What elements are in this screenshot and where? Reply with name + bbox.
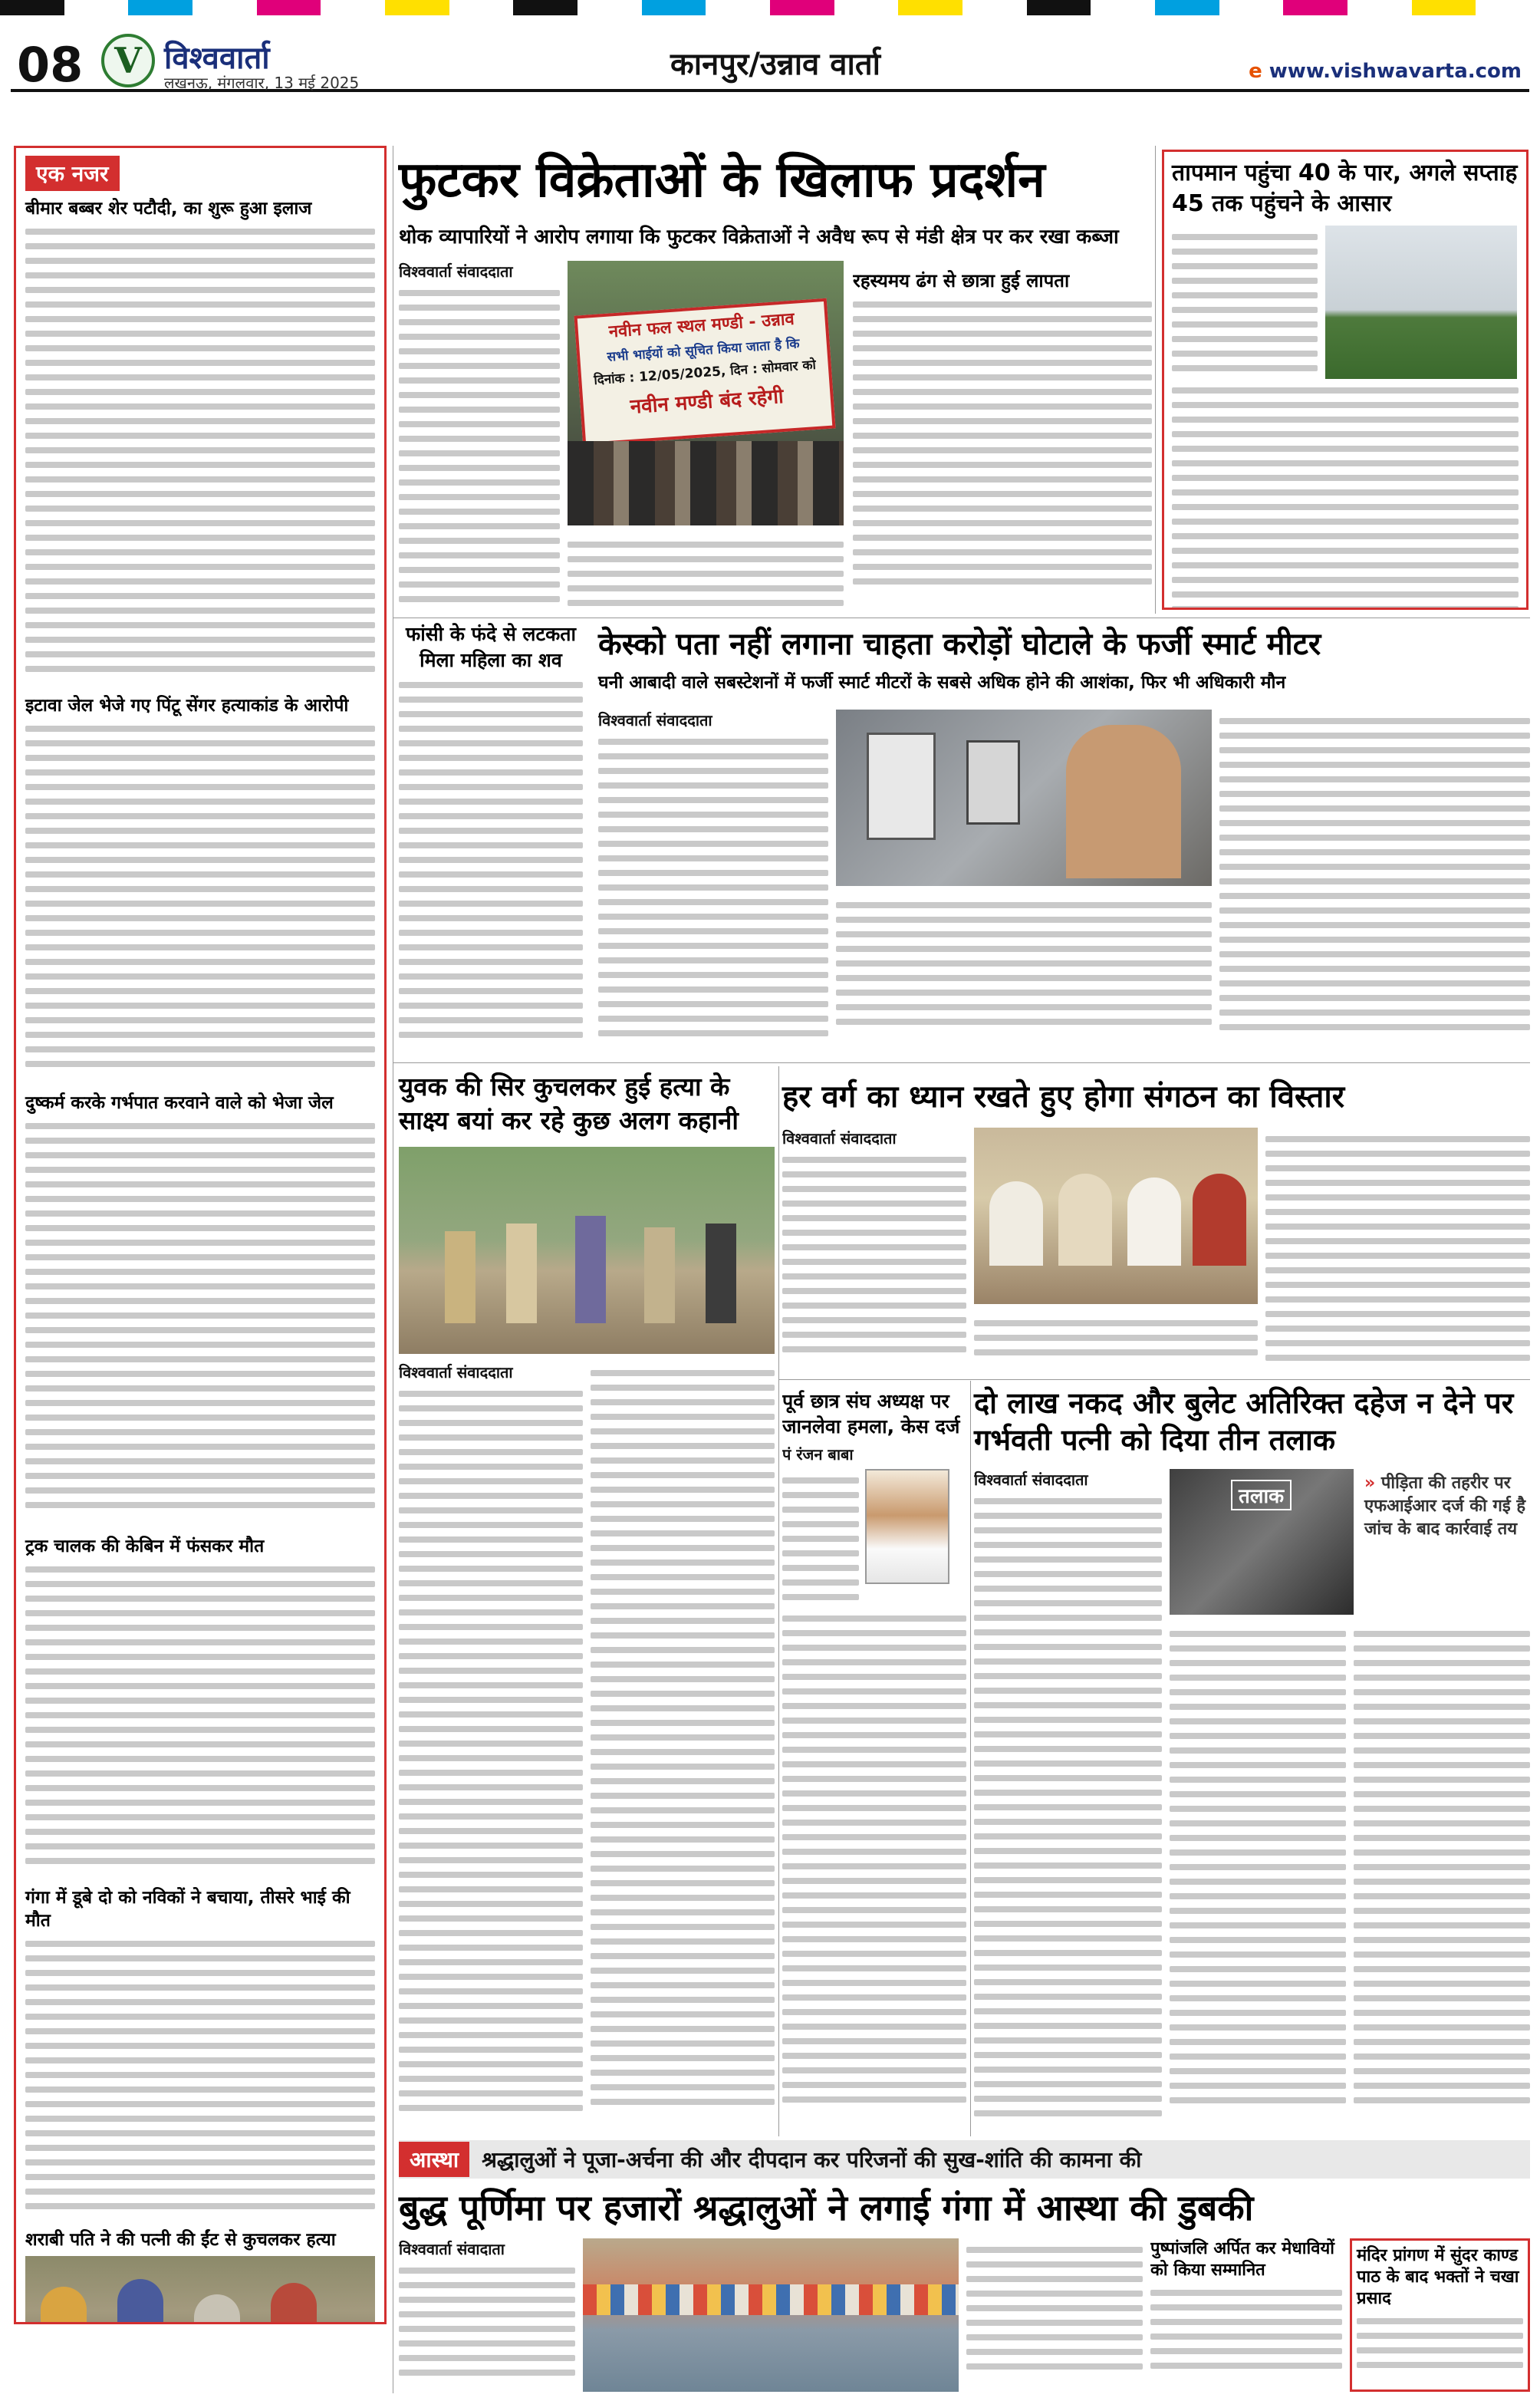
page-number: 08 [17,37,84,93]
banner-line-4: नवीन मण्डी बंद रहेगी [629,384,785,419]
honour-story [1150,2238,1342,2392]
dateline: लखनऊ, मंगलवार, 13 मई 2025 [164,74,360,92]
faith-headline: बुद्ध पूर्णिमा पर हजारों श्रद्धालुओं ने लगाई गंगा में आस्था की डुबकी [399,2187,1254,2228]
lead-byline: विश्ववार्ता संवाददाता [399,262,513,281]
kesco-headline: केस्को पता नहीं लगाना चाहता करोड़ों घोटाले के फर्जी स्मार्ट मीटर [598,627,1321,662]
sidebar-headline-6: शराबी पति ने की पत्नी की ईंट से कुचलकर हत्या [25,2230,336,2250]
masthead [11,31,1529,92]
banner-line-1: नवीन फल स्थल मण्डी - उन्नाव [608,309,795,342]
hanging-headline: फांसी के फंदे से लटकता मिला महिला का शव [405,623,577,671]
missing-headline: रहस्यमय ढंग से छात्रा हुई लापता [853,270,1070,291]
kesco-deck: घनी आबादी वाले सबस्टेशनों में फर्जी स्मार्ट मीटरों के सबसे अधिक होने की आशंका, फिर भी अधिकारी मौन [598,673,1286,693]
e-paper-icon: e [1249,60,1262,83]
banner-line-3: दिनांक : 12/05/2025, दिन : सोमवार को [593,357,817,389]
weather-photo [1325,226,1517,379]
lead-deck: थोक व्यापारियों ने आरोप लगाया कि फुटकर विक्रेताओं ने अवैध रूप से मंडी क्षेत्र पर कर रखा कब्जा [399,226,1119,249]
sidebar-headline-2: इटावा जेल भेजे गए पिंटू सेंगर हत्याकांड के आरोपी [25,696,349,716]
sidebar-text-1 [25,220,375,688]
sidebar-headline-4: ट्रक चालक की केबिन में फंसकर मौत [25,1536,265,1556]
row-rule [778,1379,1530,1380]
quote-icon: » [1364,1474,1376,1493]
brand-name: विश्ववार्ता [164,41,270,76]
faith-text-col-2 [966,2238,1143,2392]
org-text-col-1 [782,1128,966,1373]
dowry-text-col-1 [974,1469,1162,2129]
murder-byline: विश्ववार्ता संवाददाता [399,1363,513,1382]
sidebar-text-5 [25,1932,375,2224]
sidebar-text-2 [25,717,375,1085]
dowry-text-col-2 [1170,1622,1346,2129]
banner-line-2: सभी भाईयों को सूचित किया जाता है कि [606,336,801,365]
ganga-bath-photo [583,2238,959,2392]
dowry-text-col-3 [1354,1622,1530,2129]
faith-byline: विश्ववार्ता संवादाता [399,2240,505,2258]
protest-banner [574,298,835,446]
weather-headline: तापमान पहुंचा 40 के पार, अगले सप्ताह 45 तक पहुंचने के आसार [1172,160,1518,217]
kesco-text-col-2 [836,894,1212,1047]
murder-headline: युवक की सिर कुचलकर हुई हत्या के साक्ष्य बयां कर रहे कुछ अलग कहानी [399,1072,739,1135]
sidebar-headline-3: दुष्कर्म करके गर्भपात करवाने वाले को भेजा जेल [25,1093,334,1113]
temple-story [1350,2238,1530,2392]
faith-text-col-1 [399,2238,575,2392]
lead-headline: फुटकर विक्रेताओं के खिलाफ प्रदर्शन [399,152,1045,209]
sidebar-ek-nazar [14,146,387,2324]
talaq-photo [1170,1469,1354,1615]
student-leader-photo [865,1469,949,1584]
pull-quote-text: पीड़िता की तहरीर पर एफआईआर दर्ज की गई है जांच के बाद कार्रवाई तय [1364,1474,1526,1539]
dowry-byline: विश्ववार्ता संवाददाता [974,1471,1088,1489]
murder-text-col-2 [591,1362,775,2129]
smart-meter-photo [836,710,1212,886]
honour-headline: पुष्पांजलि अर्पित कर मेधावियों को किया सम्मानित [1150,2239,1334,2280]
color-registration-bar [0,0,1540,15]
column-rule [970,1381,971,2136]
faith-strap: श्रद्धालुओं ने पूजा-अर्चना की और दीपदान कर परिजनों की सुख-शांति की कामना की [482,2147,1142,2172]
murder-text-col-1 [399,1362,583,2129]
student-attack-story [782,1388,966,2125]
student-headline: पूर्व छात्र संघ अध्यक्ष पर जानलेवा हमला, केस दर्ज [782,1390,960,1438]
temple-headline: मंदिर प्रांगण में सुंदर काण्ड पाठ के बाद भक्तों ने चखा प्रसाद [1357,2246,1519,2308]
meeting-photo [974,1128,1258,1304]
column-rule [1155,146,1156,614]
newspaper-logo: V [101,34,155,87]
sidebar-headline-5: गंगा में डूबे दो को नविकों ने बचाया, तीसरे भाई की मौत [25,1888,350,1931]
sidebar-text-3 [25,1115,375,1529]
sidebar-tag: एक नजर [25,156,120,191]
org-text-col-3 [1265,1128,1530,1373]
website-url: www.vishwavarta.com [1269,60,1522,83]
sidebar-headline-1: बीमार बब्बर शेर पटौदी, का शुरू हुआ इलाज [25,199,312,219]
org-byline: विश्ववार्ता संवाददाता [782,1129,897,1148]
row-rule [393,1062,1530,1063]
faith-strap-bar [399,2140,1530,2179]
website-link[interactable] [1249,60,1522,83]
murder-scene-photo [399,1147,775,1354]
dowry-headline: दो लाख नकद और बुलेट अतिरिक्त दहेज न देने पर गर्भवती पत्नी को दिया तीन तलाक [974,1386,1514,1457]
lead-text-below-photo [568,533,844,614]
weather-story [1162,150,1528,610]
talaq-label: तलाक [1231,1480,1292,1510]
dowry-pull-quote [1361,1469,1530,1615]
student-byline: पं रंजन बाबा [782,1445,854,1464]
org-text-col-2 [974,1312,1258,1373]
hanging-story [399,621,583,1051]
org-headline: हर वर्ग का ध्यान रखते हुए होगा संगठन का विस्तार [782,1079,1345,1115]
section-title: कानपुर/उन्नाव वार्ता [670,47,880,82]
faith-tag: आस्था [399,2142,469,2177]
sidebar-text-4 [25,1558,375,1880]
kesco-byline: विश्ववार्ता संवाददाता [598,711,712,730]
lead-text-column [399,261,560,614]
kesco-text-col-1 [598,710,828,1047]
sidebar-crowd-photo [25,2256,375,2324]
protest-photo [568,261,844,525]
kesco-text-col-3 [1219,710,1530,1047]
column-rule [778,1066,779,2136]
missing-story [853,268,1152,614]
